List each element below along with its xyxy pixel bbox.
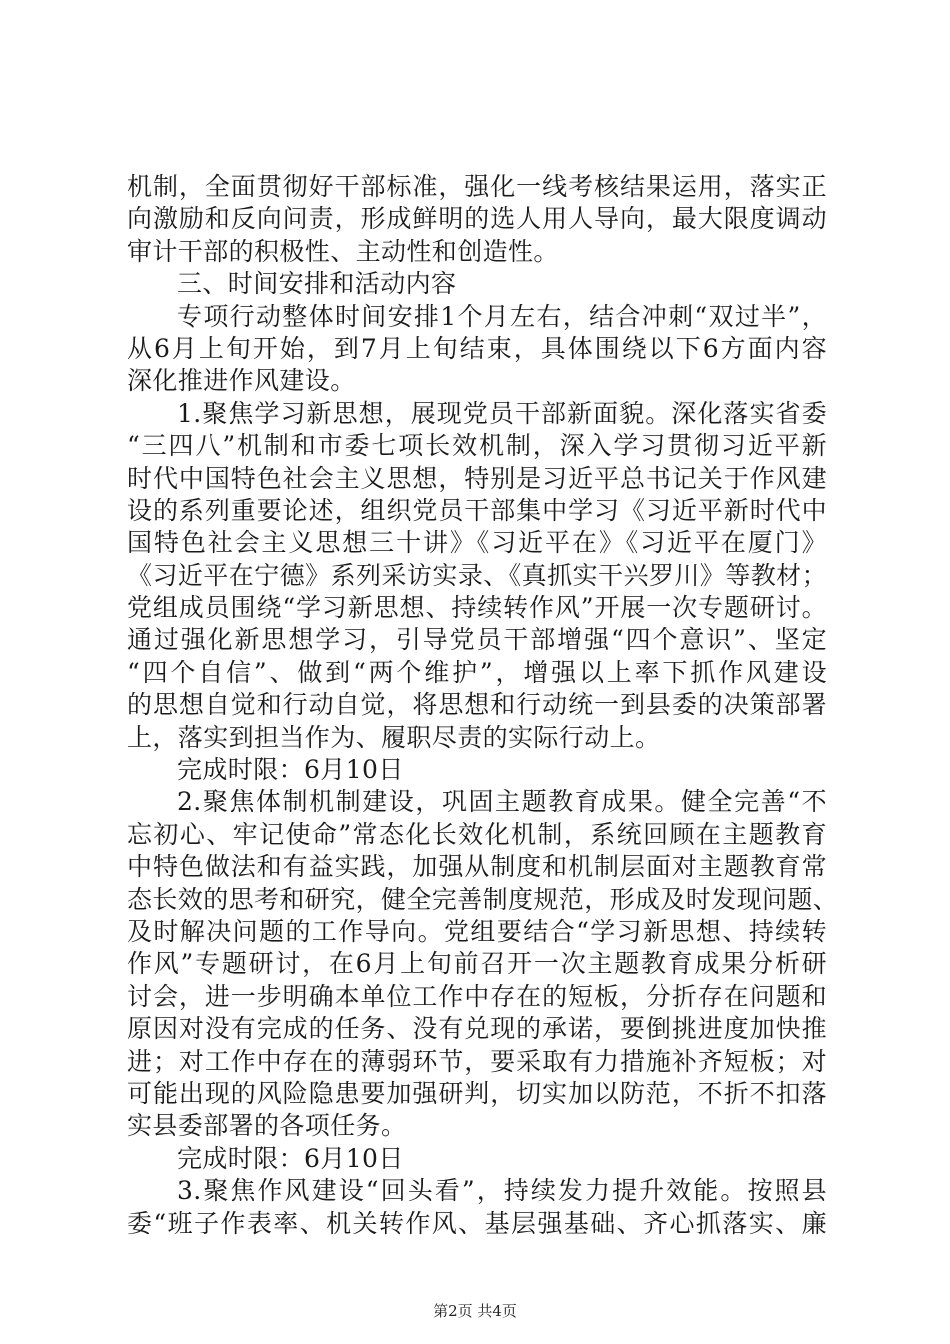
text-line: 的思想自觉和行动自觉，将思想和行动统一到县委的决策部署 — [127, 690, 827, 720]
text-line: 三、时间安排和活动内容 — [177, 269, 457, 299]
text-line: 作风”专题研讨，在6月上旬前召开一次主题教育成果分析研 — [127, 949, 827, 979]
text-line: 机制，全面贯彻好干部标准，强化一线考核结果运用，落实正 — [127, 172, 827, 201]
text-line: 设的系列重要论述，组织党员干部集中学习《习近平新时代中 — [127, 495, 827, 525]
text-line: 《习近平在宁德》系列采访实录、《真抓实干兴罗川》等教材； — [127, 560, 827, 590]
text-line: 忘初心、牢记使命”常态化长效化机制，系统回顾在主题教育 — [127, 819, 827, 849]
text-line: 实县委部署的各项任务。 — [127, 1111, 407, 1141]
text-line: 时代中国特色社会主义思想，特别是习近平总书记关于作风建 — [127, 463, 827, 493]
text-line: 及时解决问题的工作导向。党组要结合“学习新思想、持续转 — [127, 916, 827, 946]
text-line: “四个自信”、做到“两个维护”，增强以上率下抓作风建设 — [127, 657, 827, 687]
document-body — [127, 171, 839, 1240]
text-line: 审计干部的积极性、主动性和创造性。 — [127, 236, 559, 266]
text-line: 国特色社会主义思想三十讲》《习近平在》《习近平在厦门》 — [127, 528, 827, 558]
text-line: 委“班子作表率、机关转作风、基层强基础、齐心抓落实、廉 — [127, 1208, 827, 1238]
text-line: 态长效的思考和研究，健全完善制度规范，形成及时发现问题、 — [127, 884, 839, 914]
text-line: 中特色做法和有益实践，加强从制度和机制层面对主题教育常 — [127, 852, 827, 882]
text-line: 3.聚焦作风建设“回头看”，持续发力提升效能。按照县 — [177, 1176, 827, 1206]
text-line: 完成时限：6月10日 — [177, 1143, 404, 1173]
text-line: 上，落实到担当作为、履职尽责的实际行动上。 — [127, 722, 661, 752]
text-line: 通过强化新思想学习，引导党员干部增强“四个意识”、坚定 — [127, 625, 827, 655]
text-line: 1.聚焦学习新思想，展现党员干部新面貌。深化落实省委 — [177, 398, 827, 428]
text-line: 进；对工作中存在的薄弱环节，要采取有力措施补齐短板；对 — [127, 1046, 827, 1076]
text-line: 原因对没有完成的任务、没有兑现的承诺，要倒挑进度加快推 — [127, 1014, 827, 1044]
text-line: 可能出现的风险隐患要加强研判，切实加以防范，不折不扣落 — [127, 1078, 827, 1108]
text-line: 党组成员围绕“学习新思想、持续转作风”开展一次专题研讨。 — [127, 593, 827, 623]
text-line: 2.聚焦体制机制建设，巩固主题教育成果。健全完善“不 — [177, 787, 827, 817]
text-line: 完成时限：6月10日 — [177, 755, 404, 785]
text-line: 从6月上旬开始，到7月上旬结束，具体围绕以下6方面内容 — [127, 333, 827, 363]
text-line: 讨会，进一步明确本单位工作中存在的短板，分折存在问题和 — [127, 981, 827, 1011]
text-line: 深化推进作风建设。 — [127, 366, 356, 396]
text-line: 向激励和反向问责，形成鲜明的选人用人导向，最大限度调动 — [127, 204, 827, 234]
text-line: “三四八”机制和市委七项长效机制，深入学习贯彻习近平新 — [127, 431, 827, 461]
text-line: 专项行动整体时间安排1个月左右，结合冲刺“双过半”， — [177, 301, 827, 331]
page-footer: 第2页 共4页 — [433, 1302, 517, 1320]
